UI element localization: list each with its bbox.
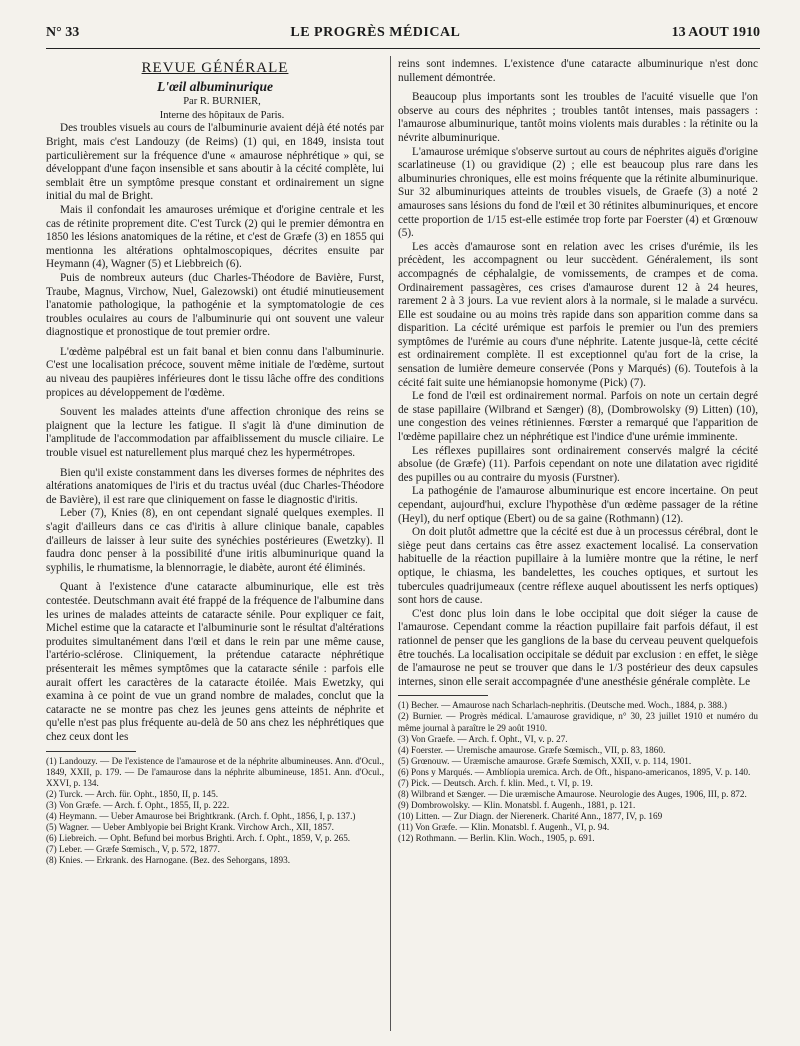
left-column: [46, 58, 384, 866]
paragraph: Des troubles visuels au cours de l'albuminurie avaient déjà été notés par Bright, mais c'est Landouzy (de Reims) (1) qui, en 1849, insista tout particulièrement sur la fréquence d'une « amaurose néphrétique » qui, se développant d'une façon insensible et sans aboutir à la cécité complète, lui semblait être un symptôme presque constant et ordinairement un signe initial du mal de Bright.: [46, 122, 384, 203]
footnote: (1) Becher. — Amaurose nach Scharlach-nephritis. (Deutsche med. Woch., 1884, p. 388.): [398, 700, 727, 711]
paragraph: C'est donc plus loin dans le lobe occipital que doit siéger la cause de l'amaurose. Cependant comme la réaction pupillaire fait parfois défaut, il est rationnel de penser que les ganglions de la base du cerveau peuvent quelquefois être touchés. La localisation occipitale se déduit par exclusion : en effet, le siège de l'amaurose ne peut se trouver que dans le 1/3 postérieur des deux capsules internes, sinon elle serait accompagnée d'une anesthésie générale complète. Le: [398, 607, 758, 688]
footnote: (5) Grœnouw. — Uræmische amaurose. Græfe Sœmisch, XXII, v. p. 114, 1901.: [398, 755, 692, 766]
paragraph: L'amaurose urémique s'observe surtout au cours de néphrites aiguës d'origine scarlatineuse (1) ou gravidique (2) ; elle est beaucoup plus rare dans les albuminuries chroniques, elle est moins fréquente que la rétinite albuminurique. Sur 32 albuminuriques atteints de troubles visuels, de Graefe (3) a noté 2 amauroses sans lésions du fond de l'œil et 30 rétinites albuminuriques, et encore cette proportion de 1/15 est-elle estimée trop forte par Foerster (4) et Grœnouw (5).: [398, 145, 758, 240]
paragraph: Souvent les malades atteints d'une affection chronique des reins se plaignent que la lecture les fatigue. Il s'agit là d'une diminution de l'amplitude de l'accommodation par affaiblissement du muscle ciliaire. Le trouble visuel est naturellement plus marqué chez les hypermétropes.: [46, 406, 384, 460]
footnote: (12) Rothmann. — Berlin. Klin. Woch., 1905, p. 691.: [398, 833, 595, 844]
footnote: (1) Landouzy. — De l'existence de l'amaurose et de la néphrite albumineuses. Ann. d'Ocul., 1849, XXII, p. 179. — De l'amaurose dans la néphrite albumineuse, 1851. Ann. d'Ocul., XXVI, p. 134.: [46, 755, 384, 788]
footnote: (6) Pons y Marqués. — Amblíopia uremica. Arch. de Oft., hispano-americanos, 1895, V. p. 140.: [398, 766, 751, 777]
paragraph: Les réflexes pupillaires sont ordinairement conservés malgré la cécité absolue (de Græfe) (11). Parfois cependant on note une dilatation avec rigidité des pupilles ou au contraire du myosis (Furstner).: [398, 444, 758, 484]
footnote: (8) Wilbrand et Sænger. — Die uræmische Amaurose. Neurologie des Auges, 1906, III, p. 872.: [398, 789, 747, 800]
paragraph: reins sont indemnes. L'existence d'une cataracte albuminurique n'est donc nullement démontrée.: [398, 58, 758, 84]
footnote-rule: [46, 751, 136, 752]
paragraph: Les accès d'amaurose sont en relation avec les crises d'urémie, ils les précèdent, les accompagnent ou leur succèdent. Généralement, ils sont accompagnés de céphalalgie, de vomissements, de crampes et de coma. Ordinairement passagères, ces crises d'amaurose durent 12 à 24 heures, rarement 2 à 3 jours. La vue revient alors à la normale, si le malade a survécu. Elle est soudaine ou au moins très rapide dans son apparition comme dans sa disparition. La cécité urémique est parfois le premier ou l'un des premiers symptômes de l'urémie au cours d'une néphrite. Latente jusque-là, cette cécité est ordinairement complète. Il est exceptionnel qu'au fort de la crise, la sensation de lumière demeure conservée (Pons y Marqués) (6). Toutefois à la cécité fait suite une hémianopsie homonyme (Pick) (7).: [398, 240, 758, 389]
paragraph: L'œdème palpébral est un fait banal et bien connu dans l'albuminurie. C'est une localisation précoce, souvent même initiale de l'œdème, surtout au niveau des paupières inférieures dont le tissu lâche offre des conditions propices au développement de l'œdème.: [46, 345, 384, 399]
paragraph: Quant à l'existence d'une cataracte albuminurique, elle est très contestée. Deutschmann avait été frappé de la fréquence de l'albumine dans les urines de malades atteints de cataracte sénile. Pour expliquer ce fait, Michel estime que la cataracte et l'albuminurie sont le résultat d'altérations produites simultanément dans l'œil et dans le rein par une même cause, l'artério-sclérose. Cliniquement, la prétendue cataracte néphrétique présenterait les mêmes symptômes que la cataracte sénile : parfois elle aurait offert les caractères de la cataracte étoilée. Mais Ewetzky, qui examina à ce point de vue un grand nombre de malades, conclut que la cataracte ne se montre pas chez les jeunes gens atteints de néphrite et qu'elle n'est pas plus fréquente au-delà de 50 ans chez les néphrétiques que chez ceux dont les: [46, 581, 384, 743]
journal-title: LE PROGRÈS MÉDICAL: [290, 25, 461, 40]
footnote: (7) Pick. — Deutsch. Arch. f. klin. Med., t. VI, p. 19.: [398, 777, 593, 788]
paragraph: Beaucoup plus importants sont les troubles de l'acuité visuelle que l'on observe au cours des néphrites ; troubles tantôt intenses, mais passagers : l'amaurose albuminurique, tantôt moins violents mais durables : la rétinite ou la névrite albuminurique.: [398, 91, 758, 144]
column-divider: [390, 56, 391, 1031]
footnote: (5) Wagner. — Ueber Amblyopie bei Bright Krank. Virchow Arch., XII, 1857.: [46, 822, 334, 833]
footnote: (4) Foerster. — Uremische amaurose. Græfe Sœmisch., VII, p. 83, 1860.: [398, 744, 666, 755]
footnote: (2) Burnier. — Progrès médical. L'amaurose gravidique, n° 30, 23 juillet 1910 et numéro du même journal à paraître le 29 août 1910.: [398, 711, 758, 733]
footnote: (2) Turck. — Arch. für. Opht., 1850, II, p. 145.: [46, 788, 218, 799]
footnote: (3) Von Græfe. — Arch. f. Opht., 1855, II, p. 222.: [46, 799, 230, 810]
paragraph: Le fond de l'œil est ordinairement normal. Parfois on note un certain degré de stase papillaire (Wilbrand et Sænger) (8), (Dombrowolsky (9) Litten) (10), une congestion des veines rétiniennes. Fœrster a remarqué que l'apparition de l'œdème papillaire chez un néphrétique est l'indice d'une urémie imminente.: [398, 390, 758, 444]
footnote: (11) Von Græfe. — Klin. Monatsbl. f. Augenh., VI, p. 94.: [398, 822, 610, 833]
paragraph: Bien qu'il existe constamment dans les diverses formes de néphrites des altérations anatomiques de l'iris et du tractus uvéal (duc Charles-Théodore de Bavière), il est rare que cliniquement on fasse le diagnostic d'iritis.: [46, 466, 384, 506]
paragraph: Puis de nombreux auteurs (duc Charles-Théodore de Bavière, Furst, Traube, Magnus, Virchow, Nuel, Galezowski) ont étudié minutieusement l'anatomie pathologique, la pathogénie et la symptomatologie de ces troubles oculaires au cours de l'albuminurie qui ont souvent une valeur diagnostique et pronostique de tout premier ordre.: [46, 271, 384, 339]
footnotes-right: [398, 700, 758, 844]
paragraph: Mais il confondait les amauroses urémique et d'origine centrale et les cas de rétinite proprement dite. C'est Turck (2) qui le premier démontra en 1850 les lésions anatomiques de la rétine, et c'est de Græfe (3) en 1855 qui mentionna les altérations ophtalmoscopiques, décrites ensuite par Heymann (4), Wagner (5) et Liebbreich (6).: [46, 203, 384, 271]
right-column: [398, 58, 758, 845]
paragraph: La pathogénie de l'amaurose albuminurique est encore incertaine. On peut cependant, aujourd'hui, exclure l'hypothèse d'un œdème passager de la rétine (Heyl), du nerf optique (Ebert) ou de sa gaine (Rothmann) (12).: [398, 485, 758, 525]
footnote-rule: [398, 695, 488, 696]
paragraph: Leber (7), Knies (8), en ont cependant signalé quelques exemples. Il s'agit d'ailleurs dans ce cas d'iritis à allure clinique banale, capables d'ailleurs de laisser à leur suite des synéchies postérieures (Ewetzky). Il faudra donc penser à la possibilité d'une iritis albuminurique quand la syphilis, le rhumatisme, la blennorragie, le diabète, auront été éliminés.: [46, 507, 384, 574]
running-header: [46, 18, 760, 49]
issue-number: N° 33: [46, 25, 80, 40]
footnote: (10) Litten. — Zur Diagn. der Nierenerk. Charité Ann., 1877, IV, p. 169: [398, 811, 663, 822]
footnote: (8) Knies. — Erkrank. des Harnogane. (Bez. des Sehorgans, 1893.: [46, 855, 291, 866]
footnotes-left: [46, 756, 384, 867]
author-role: Interne des hôpitaux de Paris.: [159, 109, 285, 121]
article-author: Par R. BURNIER,: [183, 96, 261, 108]
issue-date: 13 AOUT 1910: [671, 25, 760, 40]
footnote: (6) Liebreich. — Opht. Befund bei morbus Brighti. Arch. f. Opht., 1859, V, p. 265.: [46, 833, 351, 844]
footnote: (4) Heymann. — Ueber Amaurose bei Brightkrank. (Arch. f. Opht., 1856, I, p. 137.): [46, 810, 356, 821]
footnote: (3) Von Graefe. — Arch. f. Opht., VI, v. p. 27.: [398, 733, 568, 744]
footnote: (9) Dombrowolsky. — Klin. Monatsbl. f. Augenh., 1881, p. 121.: [398, 800, 636, 811]
section-title: REVUE GÉNÉRALE: [141, 60, 289, 76]
article-title: L'œil albuminurique: [157, 78, 273, 94]
paragraph: On doit plutôt admettre que la cécité est due à un processus cérébral, dont le siège peut dans certains cas être assez exactement localisé. La conservation habituelle de la réaction pupillaire à la lumière montre que la rétine, le nerf optique, le chiasma, les bandelettes, les couches optiques, et surtout les tubercules quadrijumeaux (centre réflexe auquel aboutissent les nerfs optiques) sont hors de cause.: [398, 526, 758, 607]
footnote: (7) Leber. — Græfe Sœmisch., V, p. 572, 1877.: [46, 844, 220, 855]
